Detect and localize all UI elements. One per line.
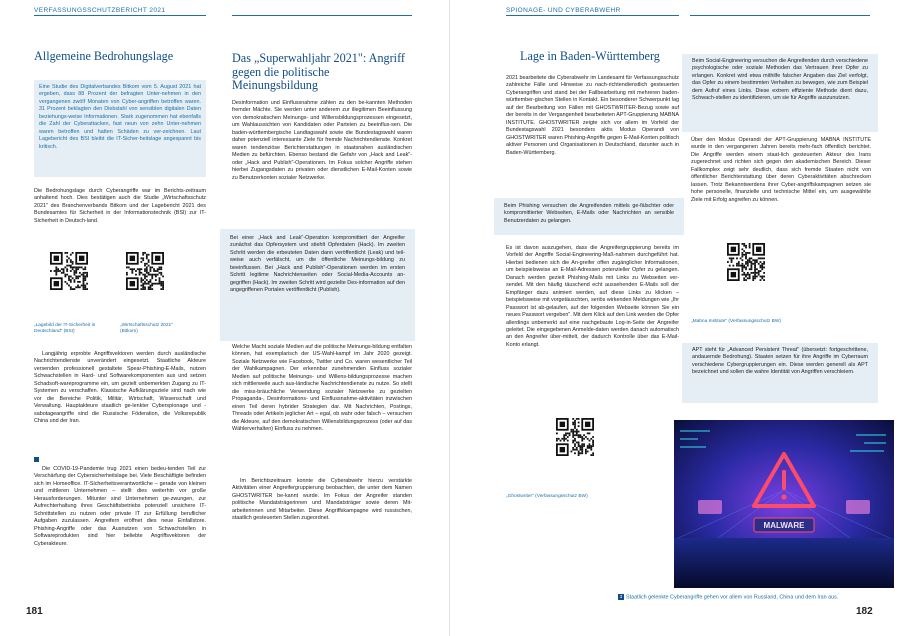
header-rule-left-2 xyxy=(232,15,412,16)
col2-paragraph-1: Desinformation und Einflussnahme zählen zu den be-kannten Methoden fremder Mächte. Sie werden unter anderem zur illegitimen Beeinflussung von demokratischen Meinungs- und Willensbildungsprozessen eingesetzt, um Wahlaussichten von Kandidaten oder Parteien zu beeinflus-sen. Die baden-württembergische Landtagswahl sowie die Bundestagswahl waren daher potenziell interessante Ziele für fremde Nachrichtendienste. Konkret waren tendenziöse Berichterstattungen in staatsnahen ausländischen Medien zu befürchten. Ebenso bestand die Gefahr von „Hack and Leak"- oder „Hack and Publish"-Operationen. Im Fokus solcher Angriffe stehen hierbei Zugangsdaten zu privaten oder dienstlichen E-Mail-Konten sowie zu Benutzerkonten sozialer Netzwerke. xyxy=(232,100,412,181)
figure-reference-badge xyxy=(34,457,39,462)
col1-paragraph-2: Langjährig erprobte Angriffsvektoren werden durch ausländische Nachrichtendienste unverändert eingesetzt. Staatliche Akteure versenden professionell gestaltete Spear-Phishing-E-Mails, nutzen Schwachstellen in Hard- und Softwarekomponenten aus und setzen Schadsoft-wareprogramme ein, um gezielt unbemerkten Zugang zu IT-Systemen zu verschaffen. Klassische Aufklärungsziele sind nach wie vor die Bereiche Politik, Militär, Wirtschaft, Wissenschaft und Verwaltung. Hauptakteure staatlich ge-lenkter Cyberspionage und -sabotageangriffe sind die Russische Föderation, die Volksrepublik China und der Iran. xyxy=(34,351,206,425)
hack-and-leak-infobox: Bei einer „Hack and Leak"-Operation kompromittiert der Angreifer zunächst das Opfersystem und stiehlt Opferdaten (Hack). Im zweiten Schritt werden die erbeuteten Daten dann veröffentlicht (Leak) und teil-weise auch verfälscht, um die öffentliche Meinungs-bildung zu beeinflussen. Bei „Hack and Publish"-Operationen werden im ersten Schritt legitime Nachrichtenseiten oder Social-Media-Accounts an-gegriffen (Hack). Im zweiten Schritt wird gezielte Des-information auf den angegriffenen Portalen veröffentlicht (Publish). xyxy=(220,229,415,341)
social-engineering-infobox: Beim Social-Engineering versuchen die Angreifenden durch verschiedene psychologische oder soziale Methoden das Vertrauen ihrer Opfer zu erlangen. Konkret wird etwa mithilfe falscher Angaben das Ziel verfolgt, das Opfer zu einem bestimmten Verhalten zu bewegen, wie zum Beispiel dem Aufruf eines Links. Diese extrem effiziente Methode dient dazu, Schwach-stellen zu identifizieren, um sie für Angriffe auszunutzen. xyxy=(682,54,878,132)
col3-paragraph-1: 2021 bearbeitete die Cyberabwehr im Landesamt für Verfassungsschutz zahlreiche Fälle und Hinweise zu nach-richtendienstlich gesteuerten Cyberangriffen und stand bei der Fallbearbeitung mit mehreren baden-württember-gischen Stellen in Kontakt. Ein besonderer Schwerpunkt lag auf der Bearbeitung von Fällen mit GHOSTWRITER-Bezug sowie auf der bereits in der Vergangenheit bearbeiteten APT-Gruppierung MABNA INSTITUTE. GHOSTWRITER zeigte sich vor allem im Vorfeld der Bundestagswahl 2021 besonders aktiv. Modus Operandi von GHOSTWRITER waren Phishing-Angriffe gegen E-Mail-Konten politisch aktiver Personen und Organisationen in Deutschland, darunter auch in Baden-Württemberg. xyxy=(506,75,679,156)
header-rule-right-1 xyxy=(506,15,679,16)
malware-illustration xyxy=(674,420,894,588)
qr-code-mabna[interactable] xyxy=(727,243,765,281)
col1-paragraph-3: Die COVID-19-Pandemie trug 2021 einen bedeu-tenden Teil zur Verschärfung der Cybersicherheitslage bei. Viele Beschäftigte befinden sich im Homeoffice. IT-Sicherheitsverantwortliche – gerade von kleinen und mittleren Unternehmen – stellt dies weiterhin vor große Herausforderungen. Mitunter sind Unternehmen ge-zwungen, zur Aufrechterhaltung ihres Geschäftsbetriebs potenziell unsichere IT-Schnittstellen zu nutzen oder private IT zur Erfüllung beruflicher Aufgaben zuzulassen. Angreifern eröffnet dies neue Einfallstore. Phishing-Angriffe oder das Ausnutzen von Schwachstellen in Softwareprodukten sind hier beliebte Angriffsvektoren der Cyberakteure. xyxy=(34,466,206,547)
col2-paragraph-2: Welche Macht soziale Medien auf die politische Meinungs-bildung entfalten können, hat exemplarisch der US-Wahl-kampf im Jahr 2020 gezeigt. Soziale Netzwerke wie Facebook, Twitter und Co. waren wesentlicher Teil der Wahlkampagnen. Der erkennbar zunehmenden Einfluss sozialer Medien auf politische Meinungs- und Willens-bildungsprozesse machen sich mittlerweile auch aus-ländische Nachrichtendienste zu nutze. So stellt die miss-bräuchliche Verwendung sozialer Netzwerke zu gezielten Propaganda-, Desinformations- und Einflussnahme-aktivitäten inzwischen einen Teil deren hybrider Strategien dar. Mit Nachrichten, Postings, Threads oder Artikeln jeglicher Art – egal, ob wahr oder falsch – versuchen die Akteure, auf den demokratischen Willensbildungsprozess (oder auf das Wählerverhalten) Einfluss zu nehmen. xyxy=(232,344,412,432)
right-page xyxy=(450,0,900,636)
page-number-right: 182 xyxy=(856,606,873,617)
qr-code-bitkom[interactable] xyxy=(126,252,164,290)
qr-caption-bsi: „Lagebild der IT-Sicherheit in Deutschland" (BSI) xyxy=(34,323,96,334)
header-rule-right-2 xyxy=(690,15,870,16)
col1-paragraph-1: Die Bedrohungslage durch Cyberangriffe war im Berichts-zeitraum anhaltend hoch. Dies bestätigen auch die Studie „Wirtschaftsschutz 2021" des Branchenverbands Bitkom und der Lagebericht 2021 des Bundesamtes für Sicherheit in der Informationstechnik (BSI) zur IT-Sicherheit in Deutsch-land. xyxy=(34,188,206,224)
qr-caption-ghostwriter: „Ghostwriter" (Verfassungsschutz BW) xyxy=(506,494,588,499)
figure-caption-text: Staatlich gelenkte Cyberangriffe gehen vor allem von Russland, China und dem Iran aus. xyxy=(626,594,839,601)
figure-number-badge: 3 xyxy=(619,594,623,599)
heading-superwahljahr: Das „Superwahljahr 2021": Angriff gegen die politische Meinungsbildung xyxy=(232,51,405,93)
phishing-infobox: Beim Phishing versuchen die Angreifenden mittels ge-fälschter oder kompromittierter Webseiten, E-Mails oder Nachrichten an sensible Benutzerdaten zu gelangen. xyxy=(494,198,684,235)
col4-paragraph-1: Über den Modus Operandi der APT-Gruppierung MABNA INSTITUTE wurde in den vergangenen Jahren bereits mehr-fach öffentlich berichtet. Die Angriffe werden einem staat-lich gesteuerten Akteur des Irans zugerechnet und richten sich gegen den akademischen Bereich. Dieser Fallkomplex zeigt sehr deutlich, dass sich fremde Staaten nicht von öffentlicher Berichterstattung über deren Cyberaktivitäten abschrecken lassen. Trotz Bekanntwerdens ihrer Cyber-angriffskampagnen setzen sie hohe personelle, finanzielle und technische Mittel ein, um ausgewählte Ziele mit Erfolg angreifen zu können. xyxy=(691,137,871,203)
figure-caption xyxy=(618,594,838,600)
bitkom-infobox: Eine Studie des Digitalverbandes Bitkom vom 5. August 2021 hat ergeben, dass 88 Prozent der befragten Unter-nehmen in den vergangenen zwölf Monaten von Cyber-angriffen betroffen waren. 31 Prozent beklagten den Diebstahl von sensiblen digitalen Daten beziehungs-weise Informationen. Stark zugenommen hat ebenfalls die Zahl der Cyberattacken, fast neun von zehn Unter-nehmen waren betroffen und hatten Schäden zu ver-zeichnen. Laut Lagebericht des BSI bleibt die IT-Sicher-heitslage angespannt bis kritisch. xyxy=(34,80,206,177)
running-header-left: VERFASSUNGSSCHUTZBERICHT 2021 xyxy=(34,7,166,14)
apt-infobox: APT steht für „Advanced Persistent Threat" (übersetzt: fortgeschrittene, andauernde Bedrohung). Staaten setzen für ihre Angriffe im Cyberraum verschiedene Cybergruppierungen ein. Diese werden generell als APT bezeichnet und sollen die wahre Identität von Angriffen verschleiern. xyxy=(682,343,878,403)
qr-caption-bitkom: „Wirtschaftsschutz 2021" (Bitkom) xyxy=(120,323,173,334)
malware-photo xyxy=(674,420,894,588)
heading-lage-bw: Lage in Baden-Württemberg xyxy=(520,49,660,63)
header-rule-left-1 xyxy=(34,15,206,16)
running-header-right: SPIONAGE- UND CYBERABWEHR xyxy=(506,7,621,14)
qr-caption-mabna: „Mabna Institute" (Verfassungsschutz BW) xyxy=(691,319,781,324)
col2-paragraph-3: Im Berichtszeitraum konnte die Cyberabwehr hierzu verstärkte Aktivitäten einer Angreifergruppierung beobachten, die unter dem Namen GHOSTWRITER be-kannt wurde. Im Fokus der Angreifer standen politische Mandatsträgerinnen und Mandatsträger sowie deren Mit-arbeiterinnen und Mitarbeiter. Diese Angriffskampagne wird russischen, staatlich gesteuerten Stellen zugeordnet. xyxy=(232,478,412,522)
page-number-left: 181 xyxy=(26,606,43,617)
malware-label: MALWARE xyxy=(763,521,805,530)
heading-bedrohungslage: Allgemeine Bedrohungslage xyxy=(34,49,174,63)
qr-code-bsi[interactable] xyxy=(50,252,88,290)
col3-paragraph-2: Es ist davon auszugehen, dass die Angreifergruppierung bereits im Vorfeld der Angriffe Social-Engineering-Maß-nahmen durchgeführt hat. Hierbei bedienen sich die An-greifer offen zugänglicher Informationen, um beispielsweise an E-Mail-Adressen potenzieller Opfer zu gelangen. Danach werden gezielt Phishing-Mails mit Links zu Webseiten ver-sendet. Mit den häufig täuschend echt aussehenden E-Mails soll der Empfänger dazu animiert werden, auf diese Links zu klicken – beispielsweise mit vorgetäuschten, seriös wirkenden Meldungen wie „Ihr Passwort ist ab-gelaufen, auf der folgenden Webseite können Sie ein neues Passwort vergeben". Mit dem Klick auf den Link werden die Opfer allerdings unbemerkt auf eine nachgebaute Log-in-Seite der Angreifer geleitet. Die eingegebenen Anmelde-daten werden danach automatisch an den Angreifer über-mittelt, der dadurch Kontrolle über das E-Mail-Konto erlangt. xyxy=(506,245,680,348)
qr-code-ghostwriter[interactable] xyxy=(556,418,594,456)
